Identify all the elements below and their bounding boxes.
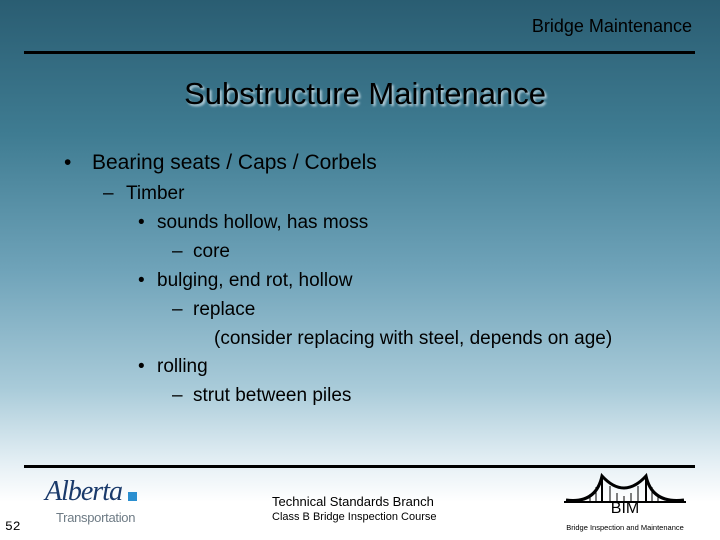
header-title: Bridge Maintenance [531, 16, 692, 36]
bullet-item [138, 270, 352, 292]
slide-title: Substructure Maintenance [184, 76, 546, 111]
bullet-item [138, 356, 208, 378]
page-number: 52 [5, 519, 21, 534]
bullet-item [214, 328, 612, 350]
bullet-marker: – [172, 299, 183, 320]
footer-branch: Technical Standards Branch [272, 494, 434, 509]
bullet-marker: – [172, 385, 183, 406]
bullet-item [138, 212, 368, 234]
bullet-marker: • [64, 151, 72, 174]
bullet-item [64, 151, 377, 175]
bim-logo [560, 470, 690, 532]
bullet-text: Timber [126, 183, 185, 204]
bullet-text: Bearing seats / Caps / Corbels [92, 151, 377, 174]
bullet-text: strut between piles [193, 385, 352, 406]
top-divider [24, 51, 695, 54]
bullet-item [172, 385, 351, 407]
bullet-item [172, 299, 255, 321]
bullet-text: rolling [157, 356, 208, 377]
bullet-item [103, 183, 184, 205]
bullet-text: replace [193, 299, 256, 320]
bullet-text: sounds hollow, has moss [157, 212, 369, 233]
bullet-text: core [193, 241, 230, 262]
bullet-marker: • [138, 356, 145, 377]
bullet-text: bulging, end rot, hollow [157, 270, 353, 291]
bim-label: BIM [610, 500, 640, 517]
alberta-logo [45, 476, 145, 528]
logo-wordmark: Alberta [45, 476, 122, 507]
bullet-marker: – [103, 183, 114, 204]
bim-subtitle: Bridge Inspection and Maintenance [566, 523, 684, 532]
bullet-marker: • [138, 212, 145, 233]
bullet-marker: • [138, 270, 145, 291]
bullet-marker: – [172, 241, 183, 262]
logo-subtitle: Transportation [56, 510, 136, 525]
bullet-item [172, 241, 230, 263]
bullet-text: (consider replacing with steel, depends on age) [214, 328, 613, 349]
logo-square-icon [128, 492, 137, 501]
footer-course: Class B Bridge Inspection Course [272, 511, 437, 523]
bottom-divider [24, 465, 695, 468]
